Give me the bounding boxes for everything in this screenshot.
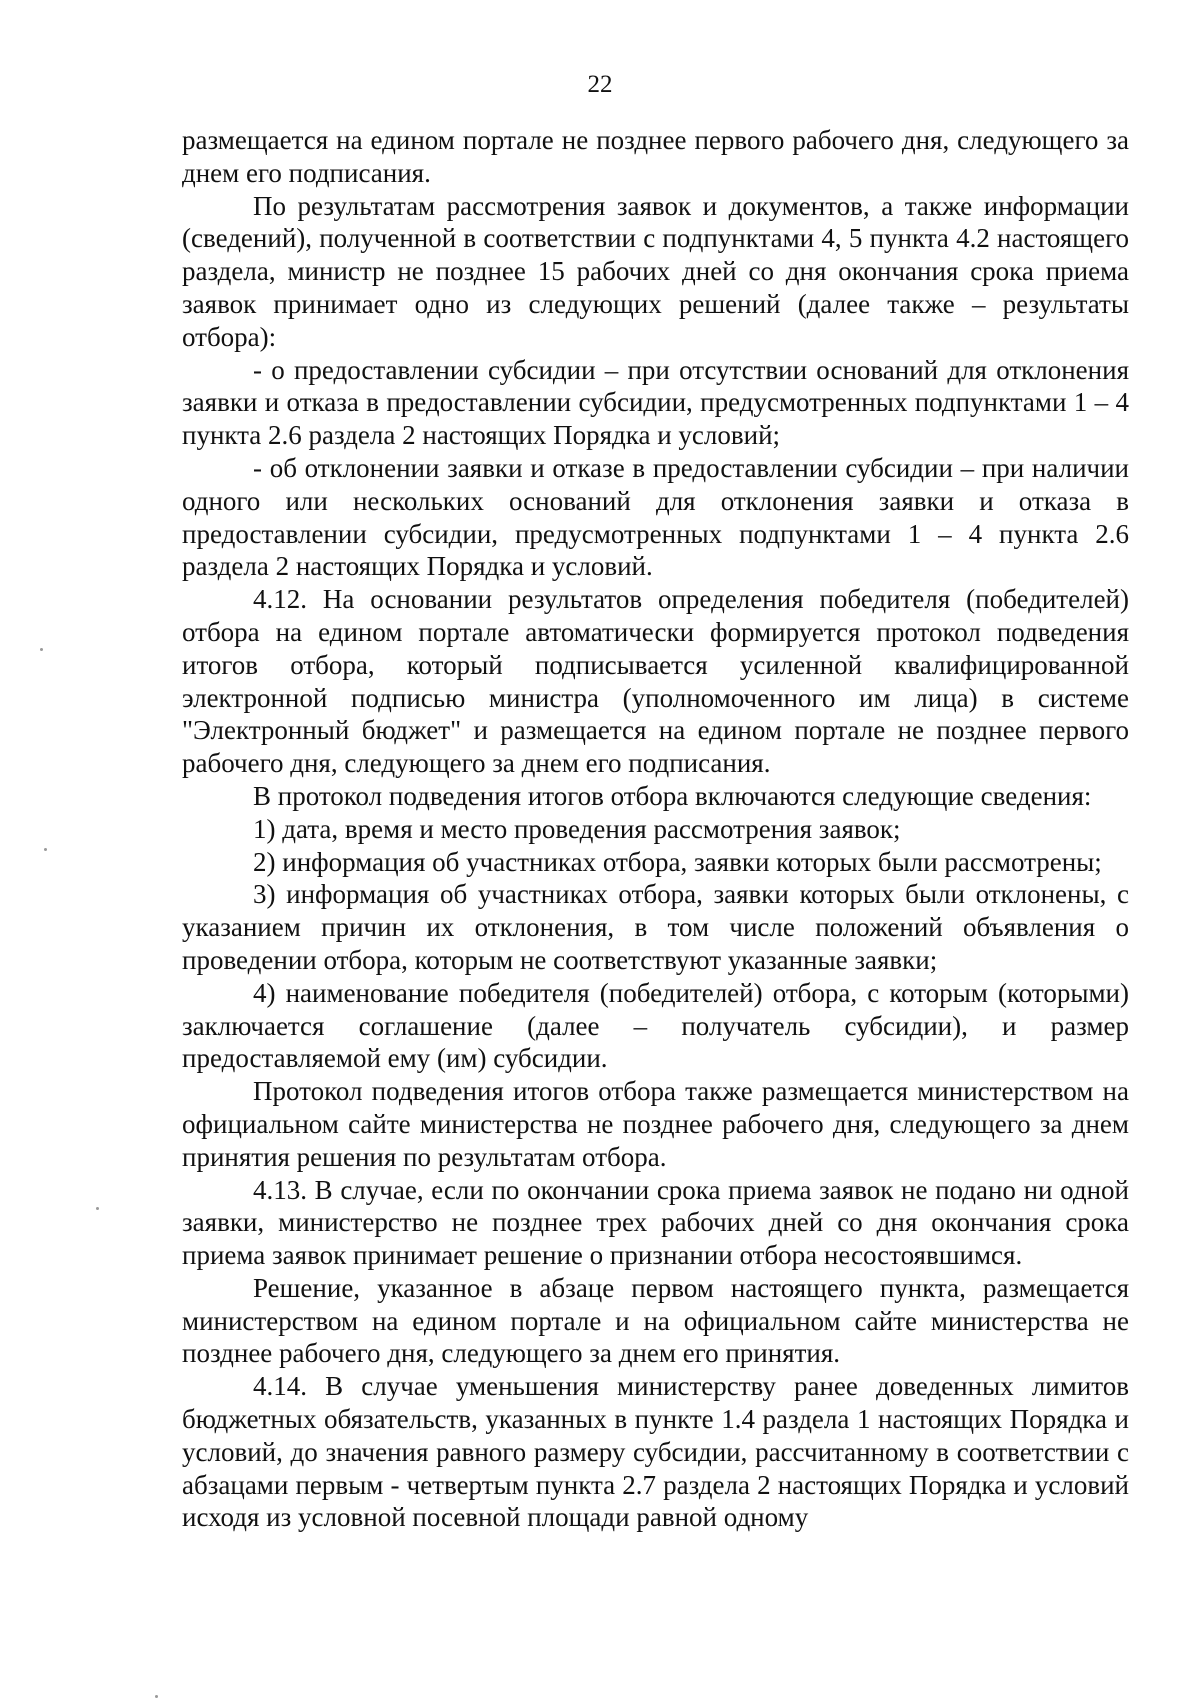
paragraph-12: 4.13. В случае, если по окончании срока приема заявок не подано ни одной заявки, министерство не позднее трех рабочих дней со дня окончания срока приема заявок принимает решение о признании отбора несостоявшимся. <box>182 1174 1129 1271</box>
paragraph-7: 1) дата, время и место проведения рассмотрения заявок; <box>253 813 901 844</box>
scan-speck <box>40 648 43 651</box>
paragraph-2: По результатам рассмотрения заявок и документов, а также информации (сведений), полученной в соответствии с подпунктами 4, 5 пункта 4.2 настоящего раздела, министр не позднее 15 рабочих дней со дня окончания срока приема заявок принимает одно из следующих решений (далее также – результаты отбора): <box>182 190 1129 352</box>
paragraph-6: В протокол подведения итогов отбора включаются следующие сведения: <box>253 780 1092 811</box>
scan-speck <box>44 848 47 851</box>
document-body <box>182 124 1129 1534</box>
paragraph-8: 2) информация об участниках отбора, заявки которых были рассмотрены; <box>253 846 1102 877</box>
paragraph-10: 4) наименование победителя (победителей) отбора, с которым (которыми) заключается соглашение (далее – получатель субсидии), и размер предоставляемой ему (им) субсидии. <box>182 977 1129 1074</box>
paragraph-3: - о предоставлении субсидии – при отсутствии оснований для отклонения заявки и отказа в предоставлении субсидии, предусмотренных подпунктами 1 – 4 пункта 2.6 раздела 2 настоящих Порядка и условий; <box>182 354 1129 451</box>
paragraph-4: - об отклонении заявки и отказе в предоставлении субсидии – при наличии одного или нескольких оснований для отклонения заявки и отказа в предоставлении субсидии, предусмотренных подпунктами 1 – 4 пункта 2.6 раздела 2 настоящих Порядка и условий. <box>182 452 1129 582</box>
page-number: 22 <box>587 71 613 98</box>
paragraph-11: Протокол подведения итогов отбора также размещается министерством на официальном сайте министерства не позднее рабочего дня, следующего за днем принятия решения по результатам отбора. <box>182 1076 1129 1172</box>
paragraph-5: 4.12. На основании результатов определения победителя (победителей) отбора на едином портале автоматически формируется протокол подведения итогов отбора, который подписывается усиленной квалифицированной электронной подписью министра (уполномоченного им лица) в системе "Электронный бюджет" и размещается на едином портале не позднее первого рабочего дня, следующего за днем его подписания. <box>182 584 1129 779</box>
paragraph-13: Решение, указанное в абзаце первом настоящего пункта, размещается министерством на едином портале и на официальном сайте министерства не позднее рабочего дня, следующего за днем его принятия. <box>182 1272 1129 1369</box>
paragraph-9: 3) информация об участниках отбора, заявки которых были отклонены, с указанием причин их отклонения, в том числе положений объявления о проведении отбора, которым не соответствуют указанные заявки; <box>182 879 1129 975</box>
paragraph-1: размещается на едином портале не позднее первого рабочего дня, следующего за днем его подписания. <box>182 125 1129 188</box>
paragraph-14: 4.14. В случае уменьшения министерству ранее доведенных лимитов бюджетных обязательств, указанных в пункте 1.4 раздела 1 настоящих Порядка и условий, до значения равного размеру субсидии, рассчитанному в соответствии с абзацами первым - четвертым пункта 2.7 раздела 2 настоящих Порядка и условий исходя из условной посевной площади равной одному <box>182 1371 1129 1533</box>
scan-speck <box>155 1695 158 1698</box>
scan-speck <box>96 1207 99 1210</box>
